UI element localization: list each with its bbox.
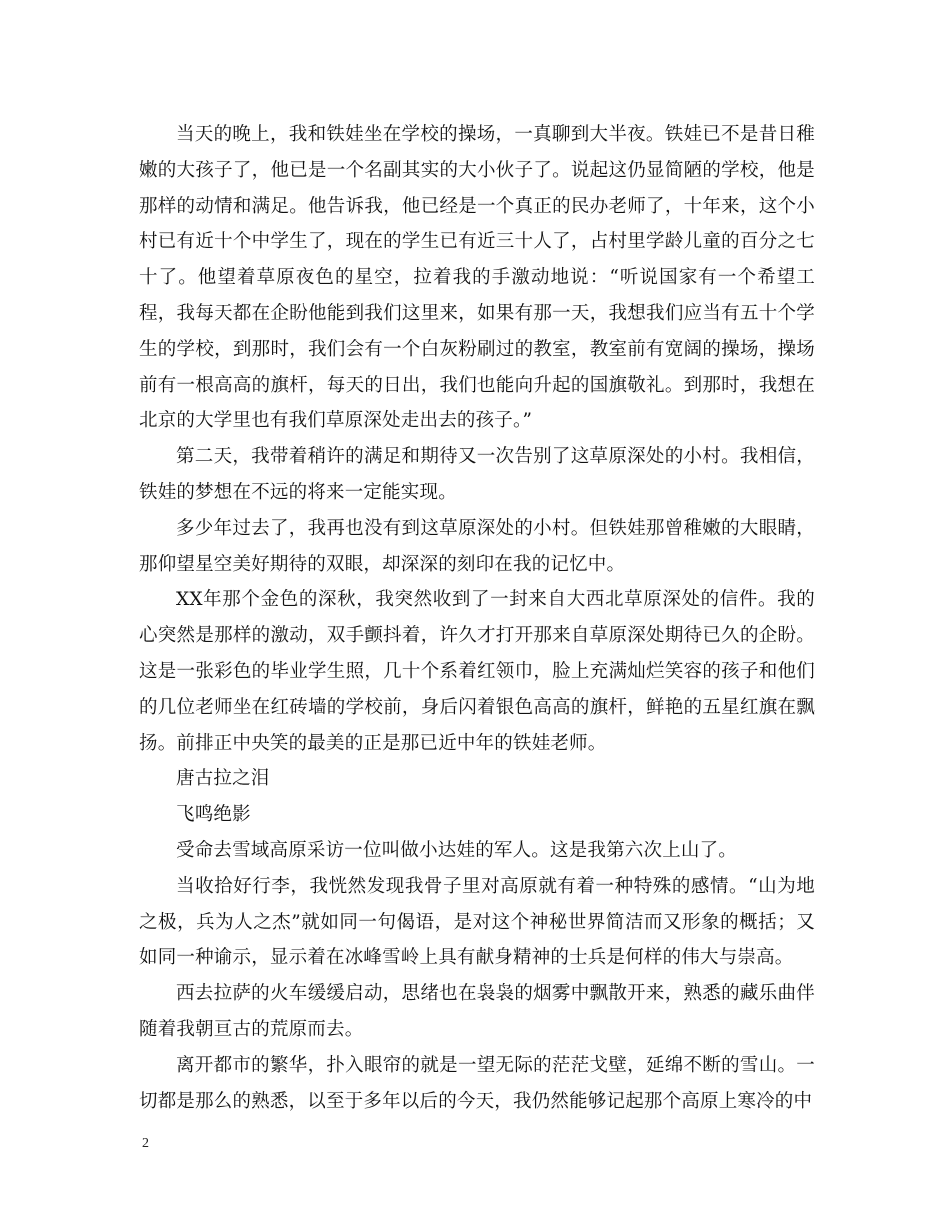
paragraph-assignment: 受命去雪域高原采访一位叫做小达娃的军人。这是我第六次上山了。 (176, 839, 738, 861)
document-body (139, 117, 815, 1119)
paragraph-farewell: 第二天，我带着稍许的满足和期待又一次告别了这草原深处的小村。我相信，铁娃的梦想在不远的将来一定能实现。 (139, 446, 815, 503)
article-author: 飞鸣绝影 (176, 804, 251, 826)
paragraph-memory: 多少年过去了，我再也没有到这草原深处的小村。但铁娃那曾稚嫩的大眼睛，那仰望星空美好期待的双眼，却深深的刻印在我的记忆中。 (139, 517, 815, 575)
paragraph-feelings: 当收拾好行李，我恍然发现我骨子里对高原就有着一种特殊的感情。“山为地之极，兵为人之杰”就如同一句偈语，是对这个神秘世界简洁而又形象的概括；又如同一种谕示，显示着在冰峰雪岭上具有献身精神的士兵是何样的伟大与崇高。 (139, 875, 815, 969)
paragraph-gobi: 离开都市的繁华，扑入眼帘的就是一望无际的茫茫戈壁，延绵不断的雪山。一切都是那么的熟悉，以至于多年以后的今天，我仍然能够记起那个高原上寒冷的中 (139, 1054, 815, 1112)
page-number: 2 (142, 1136, 149, 1151)
article-title: 唐古拉之泪 (176, 768, 270, 790)
paragraph-night-talk: 当天的晚上，我和铁娃坐在学校的操场，一真聊到大半夜。铁娃已不是昔日稚嫩的大孩子了，他已是一个名副其实的大小伙子了。说起这仍显简陋的学校，他是那样的动情和满足。他告诉我，他已经是一个真正的民办老师了，十年来，这个小村已有近十个中学生了，现在的学生已有近三十人了，占村里学龄儿童的百分之七十了。他望着草原夜色的星空，拉着我的手激动地说：“听说国家有一个希望工程，我每天都在企盼他能到我们这里来，如果有那一天，我想我们应当有五十个学生的学校，到那时，我们会有一个白灰粉刷过的教室，教室前有宽阔的操场，操场前有一根高高的旗杆，每天的日出，我们也能向升起的国旗敬礼。到那时，我想在北京的大学里也有我们草原深处走出去的孩子。” (139, 124, 815, 432)
paragraph-letter: XX年那个金色的深秋，我突然收到了一封来自大西北草原深处的信件。我的心突然是那样的激动，双手颤抖着，许久才打开那来自草原深处期待已久的企盼。这是一张彩色的毕业学生照，几十个系着红领巾，脸上充满灿烂笑容的孩子和他们的几位老师坐在红砖墙的学校前，身后闪着银色高高的旗杆，鲜艳的五星红旗在飘扬。前排正中央笑的最美的正是那已近中年的铁娃老师。 (139, 589, 815, 754)
paragraph-train: 西去拉萨的火车缓缓启动，思绪也在袅袅的烟雾中飘散开来，熟悉的藏乐曲伴随着我朝亘古的荒原而去。 (139, 983, 815, 1040)
